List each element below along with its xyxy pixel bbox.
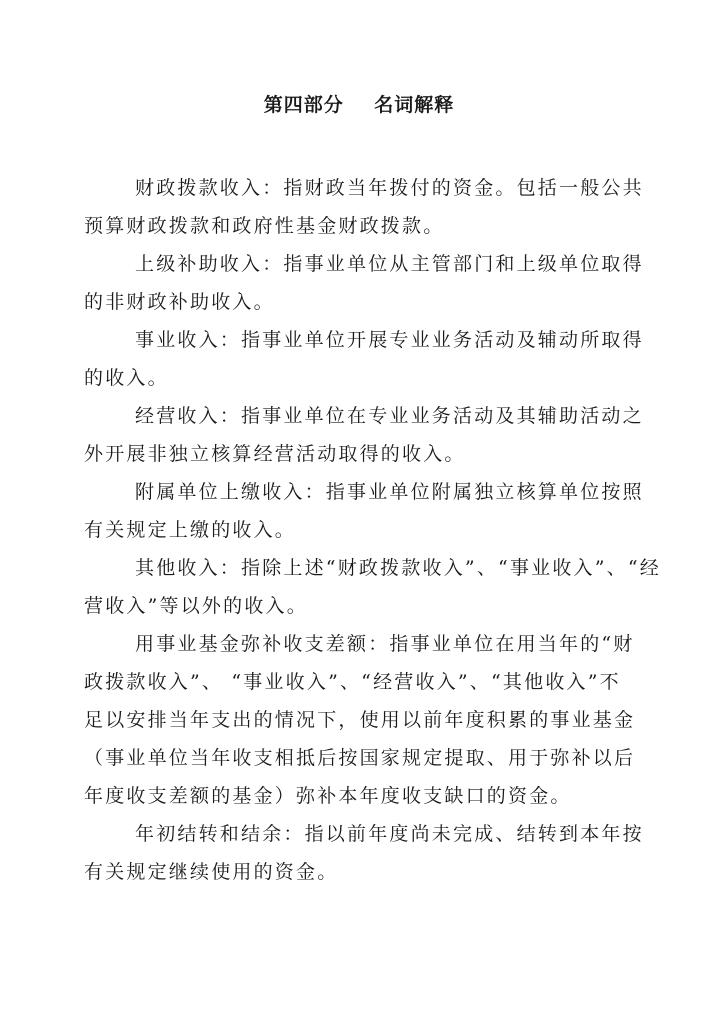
paragraph-2-line-2: 的非财政补助收入。: [84, 291, 275, 313]
paragraph-1-line-1: 财政拨款收入：指财政当年拨付的资金。包括一般公共: [135, 177, 644, 199]
paragraph-3-line-2: 的收入。: [84, 367, 169, 389]
paragraph-2-line-1: 上级补助收入：指事业单位从主管部门和上级单位取得: [135, 253, 644, 275]
paragraph-5-line-2: 有关规定上缴的收入。: [84, 519, 297, 541]
paragraph-7-line-4: （事业单位当年收支相抵后按国家规定提取、用于弥补以后: [84, 747, 636, 769]
page-title: 第四部分 名词解释: [263, 94, 455, 116]
paragraph-7-line-3: 足以安排当年支出的情况下，使用以前年度积累的事业基金: [84, 709, 636, 731]
paragraph-6-line-1: 其他收入：指除上述“财政拨款收入”、“事业收入”、“经: [135, 557, 661, 579]
paragraph-3-line-1: 事业收入：指事业单位开展专业业务活动及辅动所取得: [135, 329, 644, 351]
paragraph-1-line-2: 预算财政拨款和政府性基金财政拨款。: [84, 215, 445, 237]
paragraph-4-line-2: 外开展非独立核算经营活动取得的收入。: [84, 443, 466, 465]
paragraph-4-line-1: 经营收入：指事业单位在专业业务活动及其辅助活动之: [135, 405, 644, 427]
paragraph-8-line-1: 年初结转和结余：指以前年度尚未完成、结转到本年按: [135, 823, 644, 845]
paragraph-6-line-2: 营收入”等以外的收入。: [84, 595, 308, 617]
paragraph-7-line-5: 年度收支差额的基金）弥补本年度收支缺口的资金。: [84, 785, 572, 807]
paragraph-7-line-2: 政拨款收入”、 “事业收入”、“经营收入”、“其他收入”不: [84, 671, 621, 693]
paragraph-7-line-1: 用事业基金弥补收支差额：指事业单位在用当年的“财: [135, 633, 635, 655]
paragraph-8-line-2: 有关规定继续使用的资金。: [84, 861, 339, 883]
paragraph-5-line-1: 附属单位上缴收入：指事业单位附属独立核算单位按照: [135, 481, 644, 503]
